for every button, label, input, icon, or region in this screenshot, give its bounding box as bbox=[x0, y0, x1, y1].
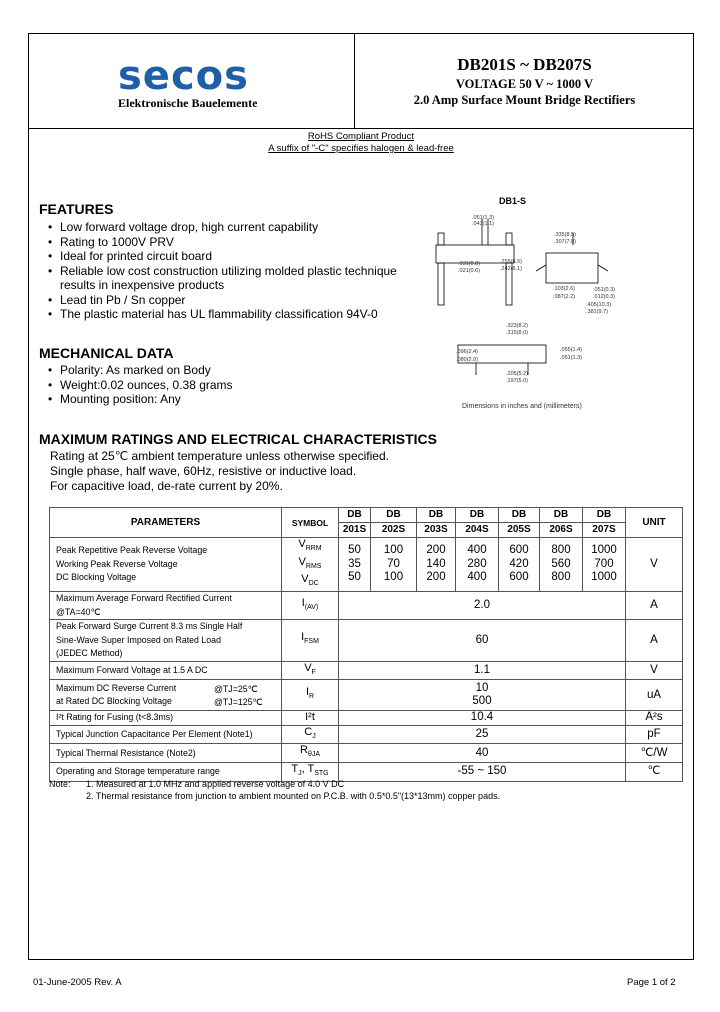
svg-text:.051(0.3): .051(0.3) bbox=[593, 287, 616, 293]
mechanical-list bbox=[48, 363, 233, 407]
mechanical-heading: MECHANICAL DATA bbox=[39, 345, 174, 361]
list-item: • Ideal for printed circuit board bbox=[48, 249, 213, 263]
ratings-table bbox=[49, 507, 683, 782]
rohs-line-2: A suffix of "-C" specifies halogen & lead-free bbox=[268, 143, 454, 154]
ratings-line-3: For capacitive load, de-rate current by 20%. bbox=[50, 479, 283, 493]
svg-text:.242(6.1): .242(6.1) bbox=[500, 266, 523, 272]
package-drawing bbox=[428, 205, 628, 405]
header-parameters: PARAMETERS bbox=[50, 508, 282, 538]
ratings-heading: MAXIMUM RATINGS AND ELECTRICAL CHARACTERISTICS bbox=[39, 431, 437, 447]
svg-text:.381(9.7): .381(9.7) bbox=[586, 309, 609, 315]
ratings-line-2: Single phase, half wave, 60Hz, resistive or inductive load. bbox=[50, 464, 357, 478]
table-row: Maximum Forward Voltage at 1.5 A DC $V_F$ 1.1 V bbox=[50, 661, 683, 680]
list-item: • Reliable low cost construction utilizing molded plastic technique bbox=[48, 263, 397, 278]
header-symbol: SYMBOL bbox=[282, 508, 339, 538]
list-item: • Mounting position: Any bbox=[48, 392, 181, 406]
svg-text:.197(5.0): .197(5.0) bbox=[506, 378, 529, 384]
svg-text:.021(0.6): .021(0.6) bbox=[458, 268, 481, 274]
footer-page: Page 1 of 2 bbox=[627, 977, 676, 988]
svg-text:.087(2.2): .087(2.2) bbox=[553, 294, 576, 300]
voltage-title: VOLTAGE 50 V ~ 1000 V bbox=[455, 77, 594, 91]
svg-text:.031(0.8): .031(0.8) bbox=[458, 261, 481, 267]
svg-text:.323(8.2): .323(8.2) bbox=[506, 323, 529, 329]
table-row: I²t Rating for Fusing (t<8.3ms) I²t 10.4 A²s bbox=[50, 711, 683, 726]
svg-text:.051(1.3): .051(1.3) bbox=[560, 355, 583, 361]
header-unit: UNIT bbox=[626, 508, 683, 538]
secos-logo: secos bbox=[118, 53, 249, 99]
rohs-line-1: RoHS Compliant Product bbox=[307, 131, 415, 142]
list-item: • Low forward voltage drop, high current capability bbox=[48, 220, 319, 234]
features-list bbox=[48, 220, 397, 322]
page-frame bbox=[28, 33, 694, 960]
table-row: Maximum DC Reverse Current at Rated DC Blocking Voltage @TJ=25℃ @TJ=125℃ $I_R$ 10 500 uA bbox=[50, 680, 683, 711]
table-row: Maximum Average Forward Rectified Current @TA=40℃ $I_{(AV)}$ 2.0 A bbox=[50, 592, 683, 620]
note-1: 1. Measured at 1.0 MHz and applied reverse voltage of 4.0 V DC bbox=[86, 779, 345, 789]
svg-text:.080(2.0): .080(2.0) bbox=[456, 357, 479, 363]
svg-text:.051(1.3): .051(1.3) bbox=[472, 215, 495, 221]
svg-text:.255(6.5): .255(6.5) bbox=[500, 259, 523, 265]
svg-text:.205(5.2): .205(5.2) bbox=[506, 371, 529, 377]
table-row: Peak Repetitive Peak Reverse Voltage Working Peak Reverse Voltage DC Blocking Voltage $V_{RRM}$ $V_{RMS}$ $V_{DC}$ 50 35 50 100 70 100 200 140 200 400 280 400 600 420 600 800 560 800 1000 700 1000 V bbox=[50, 538, 683, 592]
svg-text:.405(10.3): .405(10.3) bbox=[586, 302, 612, 308]
package-caption: Dimensions in inches and (millimeters) bbox=[462, 403, 582, 410]
svg-text:.103(2.6): .103(2.6) bbox=[553, 286, 576, 292]
svg-text:.043(1.1): .043(1.1) bbox=[472, 221, 495, 227]
table-header-row: PARAMETERS SYMBOL DB DB DB DB DB DB DB UNIT bbox=[50, 508, 683, 523]
svg-text:.315(8.0): .315(8.0) bbox=[506, 330, 529, 336]
list-item: • Weight:0.02 ounces, 0.38 grams bbox=[48, 377, 233, 392]
table-row: Typical Junction Capacitance Per Element (Note1) $C_J$ 25 pF bbox=[50, 725, 683, 744]
svg-text:.307(7.8): .307(7.8) bbox=[554, 239, 577, 245]
svg-text:.096(2.4): .096(2.4) bbox=[456, 349, 479, 355]
footer-date: 01-June-2005 Rev. A bbox=[33, 977, 122, 988]
list-item: • Lead tin Pb / Sn copper bbox=[48, 292, 186, 307]
logo-subtitle: Elektronische Bauelemente bbox=[118, 96, 258, 110]
description-title: 2.0 Amp Surface Mount Bridge Rectifiers bbox=[413, 93, 636, 107]
list-item: • Rating to 1000V PRV bbox=[48, 234, 174, 249]
table-row: Peak Forward Surge Current 8.3 ms Single Half Sine-Wave Super Imposed on Rated Load (JEDEC Method) $I_{FSM}$ 60 A bbox=[50, 620, 683, 662]
note-label: Note: bbox=[49, 779, 71, 789]
list-item: results in inexpensive products bbox=[60, 278, 225, 292]
svg-text:.012(0.3): .012(0.3) bbox=[593, 294, 616, 300]
svg-text:.055(1.4): .055(1.4) bbox=[560, 347, 583, 353]
ratings-line-1: Rating at 25℃ ambient temperature unless otherwise specified. bbox=[50, 449, 389, 463]
table-header-row: 201S 202S 203S 204S 205S 206S 207S bbox=[50, 523, 683, 538]
list-item: • The plastic material has UL flammability classification 94V-0 bbox=[48, 307, 378, 321]
table-row: Operating and Storage temperature range $T_J$, $T_{STG}$ -55 ~ 150 ℃ bbox=[50, 763, 683, 782]
package-label: DB1-S bbox=[499, 196, 527, 206]
svg-text:.335(8.5): .335(8.5) bbox=[554, 232, 577, 238]
table-row: Typical Thermal Resistance (Note2) $R_{\theta JA}$ 40 ℃/W bbox=[50, 744, 683, 763]
note-2: 2. Thermal resistance from junction to ambient mounted on P.C.B. with 0.5*0.5"(13*13mm) copper pads. bbox=[86, 791, 501, 801]
part-range-title: DB201S ~ DB207S bbox=[457, 55, 592, 74]
features-heading: FEATURES bbox=[39, 201, 114, 217]
list-item: • Polarity: As marked on Body bbox=[48, 363, 211, 377]
